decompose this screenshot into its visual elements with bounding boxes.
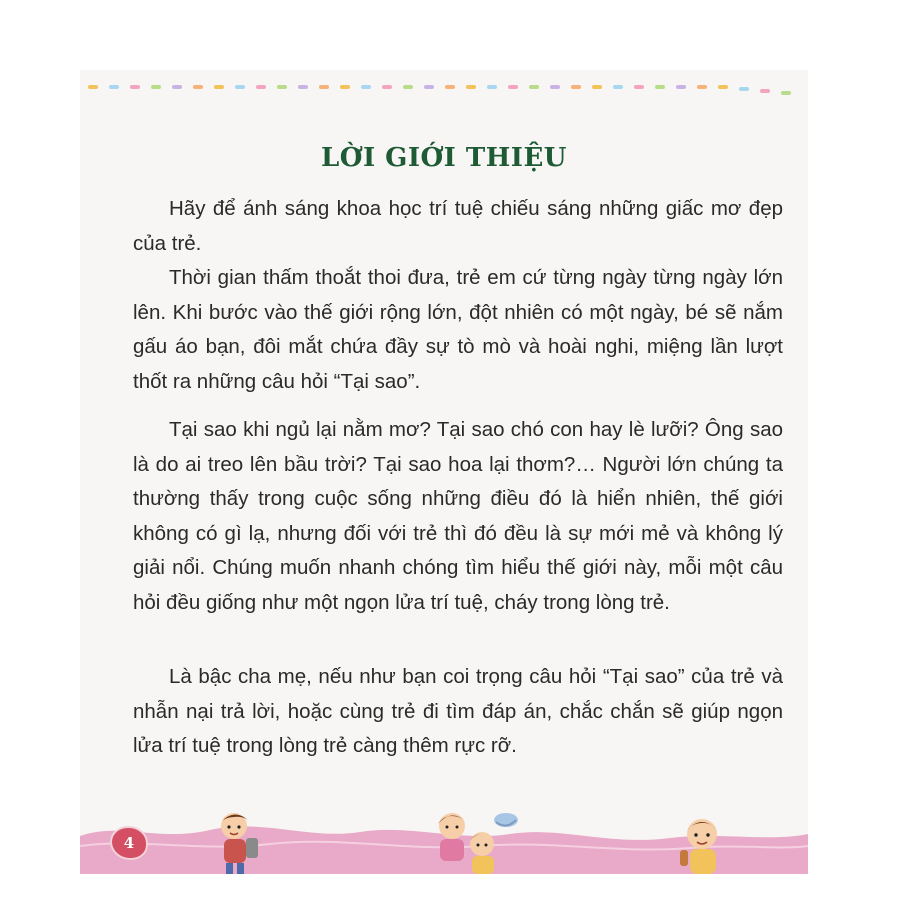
border-dot (676, 85, 686, 89)
dotted-border (88, 82, 808, 96)
border-dot (613, 85, 623, 89)
paragraph-1: Hãy để ánh sáng khoa học trí tuệ chiếu sáng những giấc mơ đẹp của trẻ. (133, 197, 783, 255)
border-dot (592, 85, 602, 89)
border-dot (235, 85, 245, 89)
border-dot (172, 85, 182, 89)
border-dot (739, 87, 749, 91)
border-dot (256, 85, 266, 89)
border-dot (634, 85, 644, 89)
kid-illustration-left (212, 808, 270, 874)
border-dot (193, 85, 203, 89)
border-dot (718, 85, 728, 89)
border-dot (214, 85, 224, 89)
kids-illustration-center (428, 806, 520, 874)
border-dot (88, 85, 98, 89)
page-title: LỜI GIỚI THIỆU (321, 143, 567, 173)
border-dot (277, 85, 287, 89)
border-dot (298, 85, 308, 89)
border-dot (466, 85, 476, 89)
border-dot (571, 85, 581, 89)
border-dot (760, 89, 770, 93)
border-dot (319, 85, 329, 89)
paragraph-4: Là bậc cha mẹ, nếu như bạn coi trọng câu hỏi “Tại sao” của trẻ và nhẫn nại trả lời, hoặc cùng trẻ đi tìm đáp án, chắc chắn sẽ giúp ngọn lửa trí tuệ trong lòng trẻ càng thêm rực rỡ. (133, 665, 783, 757)
paragraph-2: Thời gian thấm thoắt thoi đưa, trẻ em cứ từng ngày từng ngày lớn lên. Khi bước vào thế giới rộng lớn, đột nhiên có một ngày, bé sẽ nắm gấu áo bạn, đôi mắt chứa đầy sự tò mò và hoài nghi, miệng lần lượt thốt ra những câu hỏi “Tại sao”. (133, 266, 783, 393)
border-dot (508, 85, 518, 89)
border-dot (361, 85, 371, 89)
border-dot (655, 85, 665, 89)
border-dot (340, 85, 350, 89)
paragraph-3: Tại sao khi ngủ lại nằm mơ? Tại sao chó con hay lè lưỡi? Ông sao là do ai treo lên bầu trời? Tại sao hoa lại thơm?… Người lớn chúng ta thường thấy trong cuộc sống những điều đó là hiển nhiên, thế giới không có gì lạ, nhưng đối với trẻ thì đó đều là sự mới mẻ và không lý giải nổi. Chúng muốn nhanh chóng tìm hiểu thế giới này, mỗi một câu hỏi đều giống như một ngọn lửa trí tuệ, cháy trong lòng trẻ. (133, 418, 783, 614)
kid-illustration-right (668, 812, 730, 874)
page-number-badge: 4 (110, 826, 148, 860)
border-dot (424, 85, 434, 89)
border-dot (697, 85, 707, 89)
border-dot (151, 85, 161, 89)
border-dot (130, 85, 140, 89)
border-dot (109, 85, 119, 89)
border-dot (550, 85, 560, 89)
border-dot (445, 85, 455, 89)
border-dot (487, 85, 497, 89)
border-dot (403, 85, 413, 89)
border-dot (529, 85, 539, 89)
border-dot (382, 85, 392, 89)
border-dot (781, 91, 791, 95)
